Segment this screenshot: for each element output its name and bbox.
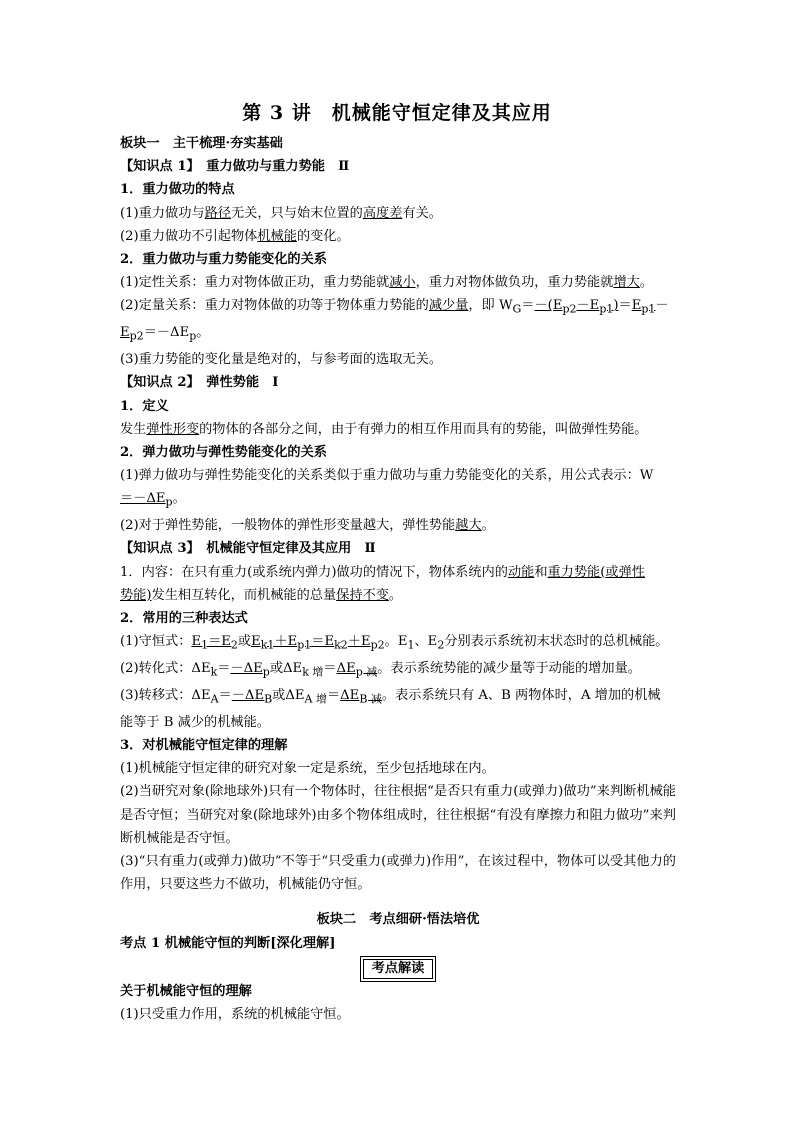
paragraph: (2)当研究对象(除地球外)只有一个物体时，往往根据“是否只有重力(或弹力)做功”来判断机械能是否守恒；当研究对象(除地球外)由多个物体组成时，往往根据“有没有摩擦力和阻力做功”来判断机械能是否守恒。 [120,784,676,846]
section-heading: 板块一 主干梳理·夯实基础 [120,136,283,151]
subheading: 1．定义 [120,398,169,414]
kaodian-box-wrap [120,957,676,980]
paragraph: 能等于 B 减少的机械能。 [120,714,270,730]
subheading: 1．重力做功的特点 [120,182,235,198]
paragraph: (3)“只有重力(或弹力)做功”不等于“只受重力(或弹力)作用”，在该过程中，物体可以受其他力的作用，只要这些力不做功，机械能仍守恒。 [120,853,676,893]
paragraph: 1．内容：在只有重力(或系统内弹力)做功的情况下，物体系统内的动能和重力势能(或弹性 [120,564,645,580]
paragraph: (3)转移式：$\Delta E_A=-\Delta E_B$或$\Delta E_{A 增}=\Delta E_{B 减}$。表示系统只有 A、B 两物体时，A 增加的机械 [120,687,661,706]
subheading: 2．弹力做功与弹性势能变化的关系 [120,444,327,460]
knowledge-point-3-header: 【知识点 3】 机械能守恒定律及其应用 Ⅱ [120,541,376,557]
section-heading: 板块二 考点细研·悟法培优 [316,912,480,928]
knowledge-point-2-header: 【知识点 2】 弹性势能 Ⅰ [120,375,279,391]
kaodian-jiedu-box: 考点解读 [363,959,434,979]
paragraph: (1)守恒式：$E_1=E_2$或$E_{k1}+E_{p1}=E_{k2}+E_{p2}$。$E_1$、$E_2$分别表示系统初末状态时的总机械能。 [120,634,669,652]
paragraph: (1)只受重力作用，系统的机械能守恒。 [120,1007,350,1023]
document-body [120,132,676,1026]
paragraph: 势能)发生相互转化，而机械能的总量保持不变。 [120,587,403,603]
kaodian-heading: 考点 1 机械能守恒的判断[深化理解] [120,935,336,951]
paragraph: (2)定量关系：重力对物体做的功等于物体重力势能的减少量，即 $W_G=-(E_{p2}-E_{p1})=E_{p1}-$ [120,298,669,317]
paragraph: (1)机械能守恒定律的研究对象一定是系统，至少包括地球在内。 [120,761,495,777]
subheading: 2．常用的三种表达式 [120,610,248,626]
paragraph: (2)转化式：$\Delta E_k=-\Delta E_p$或$\Delta E_{k 增}=\Delta E_{p 减}$。表示系统势能的减少量等于动能的增加量。 [120,661,641,679]
paragraph: (3)重力势能的变化量是绝对的，与参考面的选取无关。 [120,352,442,368]
subheading: 3．对机械能守恒定律的理解 [120,737,288,753]
paragraph: (1)重力做功与路径无关，只与始末位置的高度差有关。 [120,205,442,221]
knowledge-point-1-header: 【知识点 1】 重力做功与重力势能 Ⅱ [120,159,350,175]
paragraph: $E_{p2}=-\Delta E_p$。 [120,325,210,343]
paragraph: 发生弹性形变的物体的各部分之间，由于有弹力的相互作用而具有的势能，叫做弹性势能。 [120,421,648,437]
subheading: 2．重力做功与重力势能变化的关系 [120,252,327,268]
paragraph: (1)定性关系：重力对物体做正功，重力势能就减小，重力对物体做负功，重力势能就增大。 [120,275,653,291]
page-title: 第 3 讲 机械能守恒定律及其应用 [242,102,552,124]
paragraph: (1)弹力做功与弹性势能变化的关系类似于重力做功与重力势能变化的关系，用公式表示：W [120,468,654,484]
paragraph: $=-\Delta E_p$。 [120,491,186,509]
paragraph: (2)对于弹性势能，一般物体的弹性形变量越大，弹性势能越大。 [120,518,495,534]
paragraph: (2)重力做功不引起物体机械能的变化。 [120,228,350,244]
subheading: 关于机械能守恒的理解 [120,983,252,999]
